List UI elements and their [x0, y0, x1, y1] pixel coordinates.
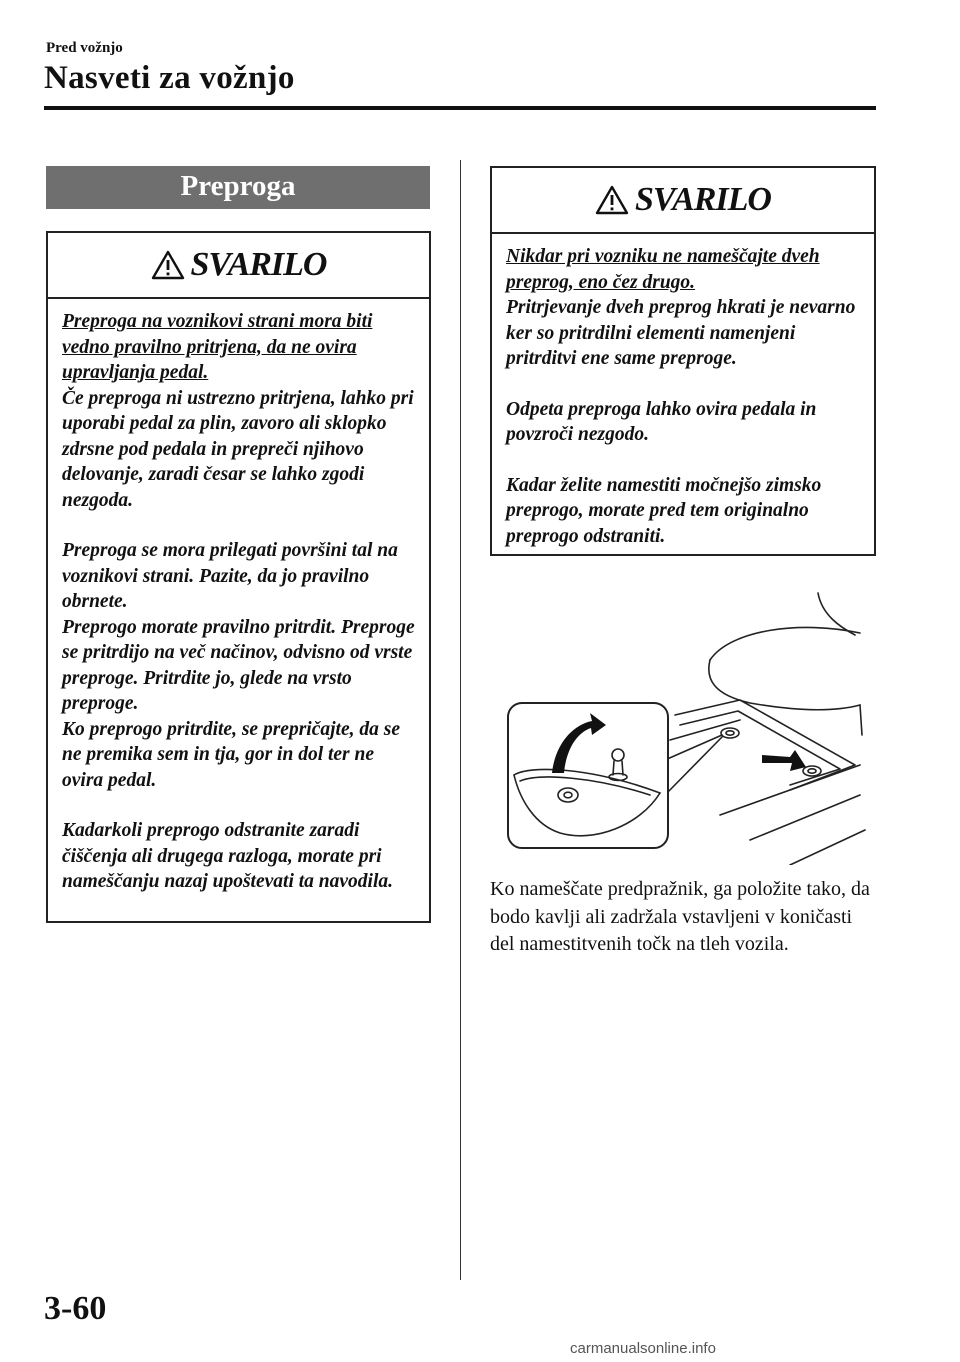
warning-text: Pritrjevanje dveh preprog hkrati je nevarno ker so pritrdilni elementi namenjeni pritrditvi ene same preproge. [506, 297, 856, 369]
warning-triangle-icon [595, 185, 629, 215]
warning-paragraph: Ko preprogo pritrdite, se prepričajte, da se ne premika sem in tja, gor in dol ter ne ovira pedal. [62, 718, 400, 791]
warning-paragraph: Kadar želite namestiti močnejšo zimsko preprogo, morate pred tem originalno preprogo odstraniti. [506, 474, 822, 547]
warning-paragraph: Preprogo morate pravilno pritrdit. Preproge se pritrdijo na več načinov, odvisno od vrste preproge. Pritrdite jo, glede na vrsto preproge. [62, 616, 415, 714]
warning-box-right [490, 166, 876, 556]
page-title: Nasveti za vožnjo [44, 60, 295, 96]
page-number: 3-60 [44, 1290, 107, 1327]
floor-mat-hook-illustration [500, 585, 870, 865]
illustration-caption: Ko nameščate predpražnik, ga položite tako, da bodo kavlji ali zadržala vstavljeni v koničasti del namestitvenih točk na tleh vozila. [490, 878, 870, 955]
warning-body [48, 299, 429, 895]
column-divider [460, 160, 461, 1280]
warning-paragraph [506, 244, 860, 372]
warning-label: SVARILO [635, 181, 771, 218]
warning-label: SVARILO [190, 246, 327, 283]
warning-header [492, 168, 874, 234]
warning-text: Če preproga ni ustrezno pritrjena, lahko pri uporabi pedal za plin, zavoro ali sklopko zdrsne pod pedala in prepreči njihovo delovanje, zaradi česar se lahko zgodi nezgoda. [62, 387, 414, 511]
warning-box-left [46, 231, 431, 923]
title-rule [44, 106, 876, 110]
warning-paragraph: Odpeta preproga lahko ovira pedala in povzroči nezgodo. [506, 398, 817, 445]
warning-body [492, 234, 874, 549]
section-heading: Preproga [46, 166, 430, 209]
warning-emphasis: Nikdar pri vozniku ne nameščajte dveh preprog, eno čez drugo. [506, 246, 820, 293]
warning-emphasis: Preproga na voznikovi strani mora biti vedno pravilno pritrjena, da ne ovira upravljanja pedal. [62, 311, 373, 383]
warning-header [48, 233, 429, 299]
warning-paragraph [62, 309, 415, 513]
breadcrumb: Pred vožnjo [46, 40, 123, 56]
warning-triangle-icon [151, 250, 185, 280]
warning-paragraph: Kadarkoli preprogo odstranite zaradi čiščenja ali drugega razloga, morate pri nameščanju nazaj upoštevati ta navodila. [62, 820, 393, 892]
watermark: carmanualsonline.info [570, 1340, 716, 1357]
warning-paragraph: Preproga se mora prilegati površini tal na voznikovi strani. Pazite, da jo pravilno obrnete. [62, 540, 398, 612]
